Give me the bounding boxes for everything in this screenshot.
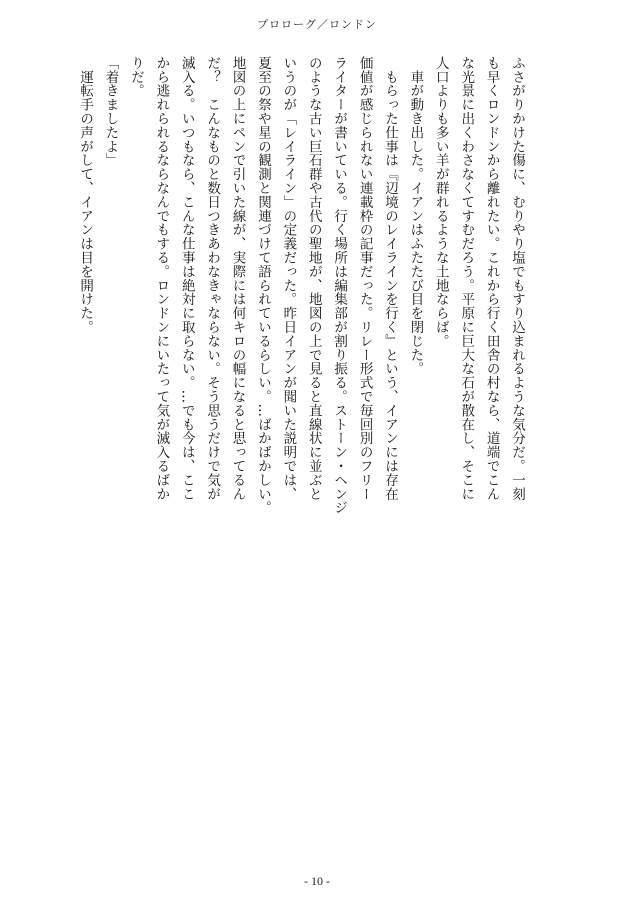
text-line: 夏至の祭や星の観測と関連づけて語られているらしい。…ばかばかしい。: [254, 56, 271, 515]
text-line: から逃れられるならなんでもする。ロンドンにいたって気が滅入るばか: [153, 56, 170, 501]
text-line: 地図の上にペンで引いた線が、実際には何キロの幅になると思ってるん: [229, 56, 246, 501]
text-line: ふさがりかけた傷に、むりやり塩でもすり込まれるような気分だ。一刻: [509, 56, 525, 501]
text-line: いうのが「レイライン」の定義だった。昨日イアンが聞いた説明では、: [280, 56, 297, 501]
text-line: だ？ こんなものと数日つきあわなきゃならない。そう思うだけで気が: [204, 56, 221, 501]
text-line: もらった仕事は『辺境のレイラインを行く』という、イアンには存在: [381, 56, 398, 501]
text-line: 人口よりも多い羊が群れるような土地ならば。: [432, 56, 449, 348]
text-line: ライターが書いている。行く場所は編集部が割り振る。ストーン・ヘンジ: [331, 56, 348, 515]
running-header: プロローグ／ロンドン: [257, 18, 377, 31]
text-line: 価値が感じられない連載枠の記事だった。リレー形式で毎回別のフリー: [356, 56, 373, 501]
text-line: 滅入る。いつもなら、こんな仕事は絶対に取らない。…でも今は、ここ: [178, 56, 195, 501]
text-line: 「着きましたよ」: [102, 56, 119, 168]
text-line: な光景に出くわさなくてすむだろう。平原に巨大な石が散在し、そこに: [458, 56, 475, 501]
text-line: のような古い巨石群や古代の聖地が、地図の上で見ると直線状に並ぶと: [305, 56, 322, 501]
text-line: りだ。: [127, 56, 144, 98]
text-line: も早くロンドンから離れたい。これから行く田舎の村なら、道端でこん: [483, 56, 500, 501]
text-line: 運転手の声がして、イアンは目を開けた。: [77, 56, 94, 334]
vertical-text-body: [77, 56, 529, 616]
page-number: - 10 -: [304, 874, 330, 888]
text-line: 車が動き出した。イアンはふたたび目を閉じた。: [407, 56, 424, 376]
